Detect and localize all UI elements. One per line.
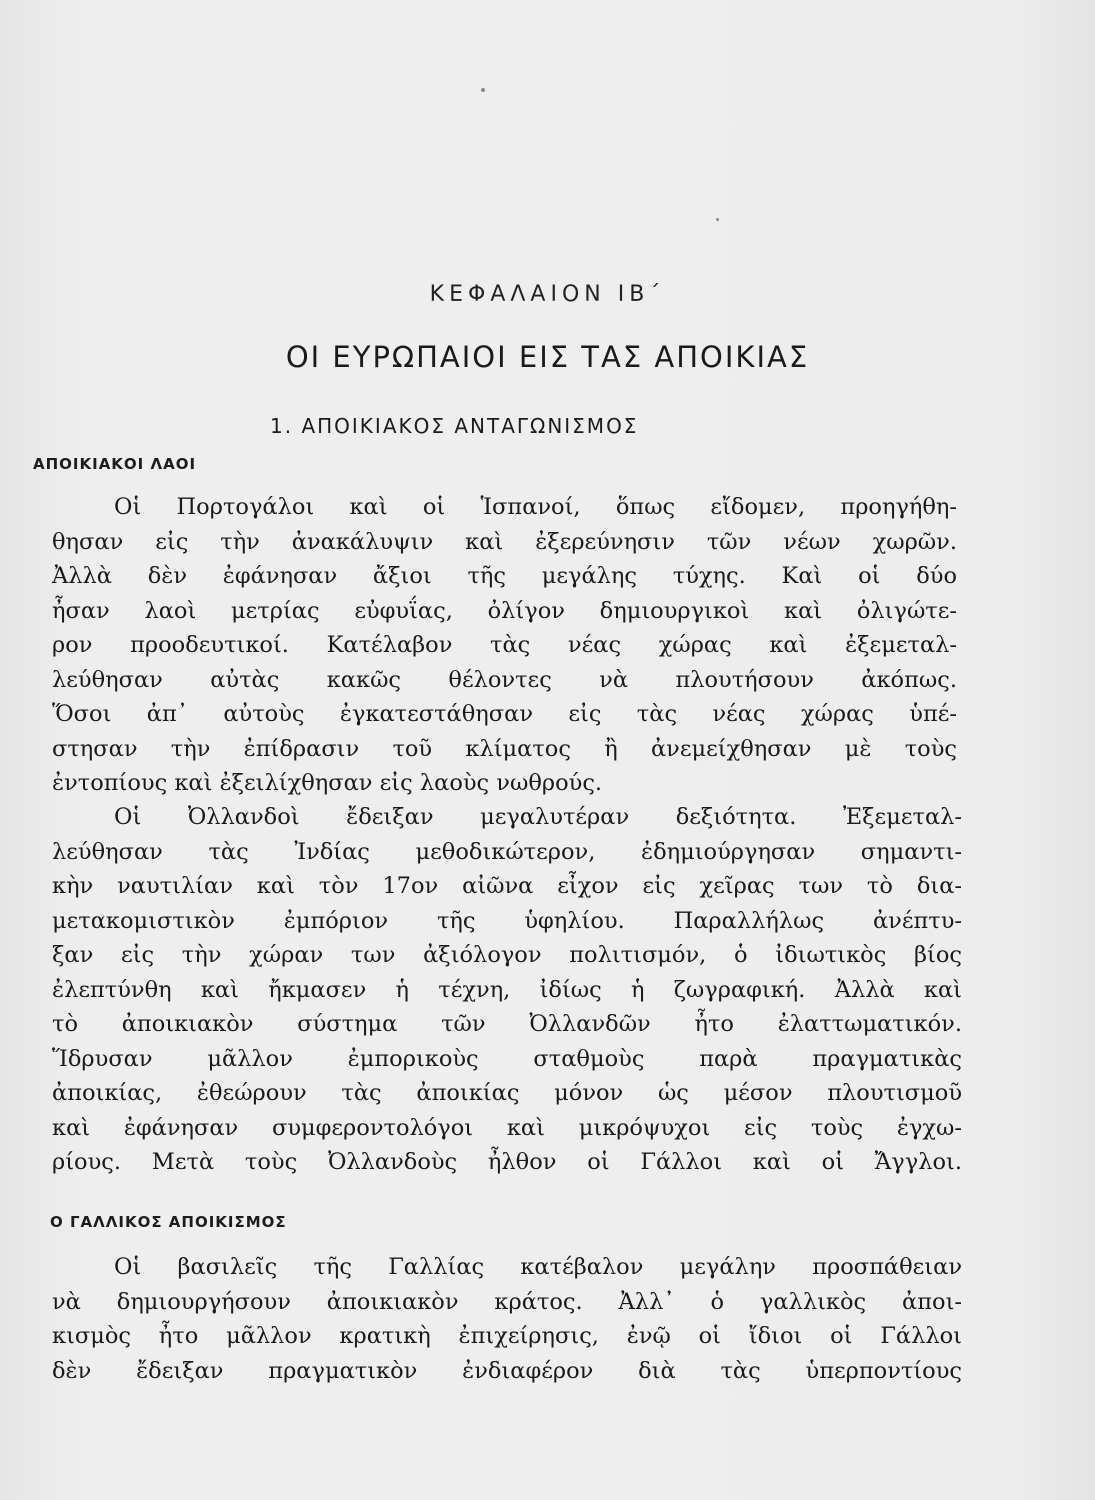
text-line: ἐντοπίους καὶ ἐξειλίχθησαν εἰς λαοὺς νωθρούς. <box>52 770 603 796</box>
print-speck <box>481 88 485 92</box>
paragraph <box>52 800 962 1180</box>
text-line: μετακομιστικὸν ἐμπόριον τῆς ὑφηλίου. Παραλλήλως ἀνέπτυ- <box>52 907 962 934</box>
text-line: τὸ ἀποικιακὸν σύστημα τῶν Ὀλλανδῶν ἦτο ἐλαττωματικόν. <box>52 1011 962 1037</box>
text-line: καὶ ἐφάνησαν συμφεροντολόγοι καὶ μικρόψυχοι εἰς τοὺς ἐγχω- <box>52 1114 962 1141</box>
text-line: κὴν ναυτιλίαν καὶ τὸν 17ον αἰῶνα εἶχον εἰς χεῖρας των τὸ δια- <box>52 873 962 899</box>
text-line: κισμὸς ἦτο μᾶλλον κρατικὴ ἐπιχείρησις, ἐνῷ οἱ ἴδιοι οἱ Γάλλοι <box>52 1323 962 1349</box>
text-line: λεύθησαν αὐτὰς κακῶς θέλοντες νὰ πλουτήσουν ἀκόπως. <box>52 666 957 693</box>
text-line: στησαν τὴν ἐπίδρασιν τοῦ κλίματος ἢ ἀνεμείχθησαν μὲ τοὺς <box>52 735 957 762</box>
text-line: ἦσαν λαοὶ μετρίας εὐφυΐας, ὀλίγον δημιουργικοὶ καὶ ὀλιγώτε- <box>52 597 957 624</box>
text-line: Οἱ Πορτογάλοι καὶ οἱ Ἱσπανοί, ὅπως εἴδομεν, προηγήθη- <box>114 494 957 520</box>
print-speck <box>716 218 719 221</box>
text-line: ἐλεπτύνθη καὶ ἤκμασεν ἡ τέχνη, ἰδίως ἡ ζωγραφική. Ἀλλὰ καὶ <box>52 976 962 1003</box>
text-line: ξαν εἰς τὴν χώραν των ἀξιόλογον πολιτισμόν, ὁ ἰδιωτικὸς βίος <box>52 942 962 968</box>
section-heading: 1. ΑΠΟΙΚΙΑΚΟΣ ΑΝΤΑΓΩΝΙΣΜΟΣ <box>270 414 639 438</box>
text-line: δὲν ἔδειξαν πραγματικὸν ἐνδιαφέρον διὰ τὰς ὑπερποντίους <box>52 1357 962 1384</box>
text-line: νὰ δημιουργήσουν ἀποικιακὸν κράτος. Ἀλλ᾿ ὁ γαλλικὸς ἀποι- <box>52 1288 962 1315</box>
text-line: Ὅσοι ἀπ᾿ αὐτοὺς ἐγκατεστάθησαν εἰς τὰς νέας χώρας ὑπέ- <box>52 701 957 727</box>
chapter-title: ΟΙ ΕΥΡΩΠΑΙΟΙ ΕΙΣ ΤΑΣ ΑΠΟΙΚΙΑΣ <box>285 340 810 374</box>
text-line: Ἀλλὰ δὲν ἐφάνησαν ἄξιοι τῆς μεγάλης τύχης. Καὶ οἱ δύο <box>52 563 957 589</box>
text-line: θησαν εἰς τὴν ἀνακάλυψιν καὶ ἐξερεύνησιν τῶν νέων χωρῶν. <box>52 528 957 555</box>
text-line: ἀποικίας, ἐθεώρουν τὰς ἀποικίας μόνον ὡς μέσον πλουτισμοῦ <box>52 1080 962 1106</box>
paragraph <box>52 1250 962 1388</box>
chapter-label: ΚΕΦΑΛΑΙΟΝ ΙΒ΄ <box>429 282 666 307</box>
text-line: Ἵδρυσαν μᾶλλον ἐμπορικοὺς σταθμοὺς παρὰ πραγματικὰς <box>52 1045 962 1072</box>
text-line: ρίους. Μετὰ τοὺς Ὀλλανδοὺς ἦλθον οἱ Γάλλοι καὶ οἱ Ἄγγλοι. <box>52 1149 962 1175</box>
text-line: Οἱ Ὀλλανδοὶ ἔδειξαν μεγαλυτέραν δεξιότητα. Ἐξεμεταλ- <box>114 804 962 830</box>
text-line: Οἱ βασιλεῖς τῆς Γαλλίας κατέβαλον μεγάλην προσπάθειαν <box>114 1254 962 1280</box>
paragraph <box>52 490 957 801</box>
text-line: λεύθησαν τὰς Ἰνδίας μεθοδικώτερον, ἐδημιούργησαν σημαντι- <box>52 838 962 865</box>
side-heading-french-colonization: Ο ΓΑΛΛΙΚΟΣ ΑΠΟΙΚΙΣΜΟΣ <box>50 1213 287 1231</box>
text-line: ρον προοδευτικοί. Κατέλαβον τὰς νέας χώρας καὶ ἐξεμεταλ- <box>52 632 957 658</box>
side-heading-colonial-peoples: ΑΠΟΙΚΙΑΚΟΙ ΛΑΟΙ <box>33 455 197 473</box>
